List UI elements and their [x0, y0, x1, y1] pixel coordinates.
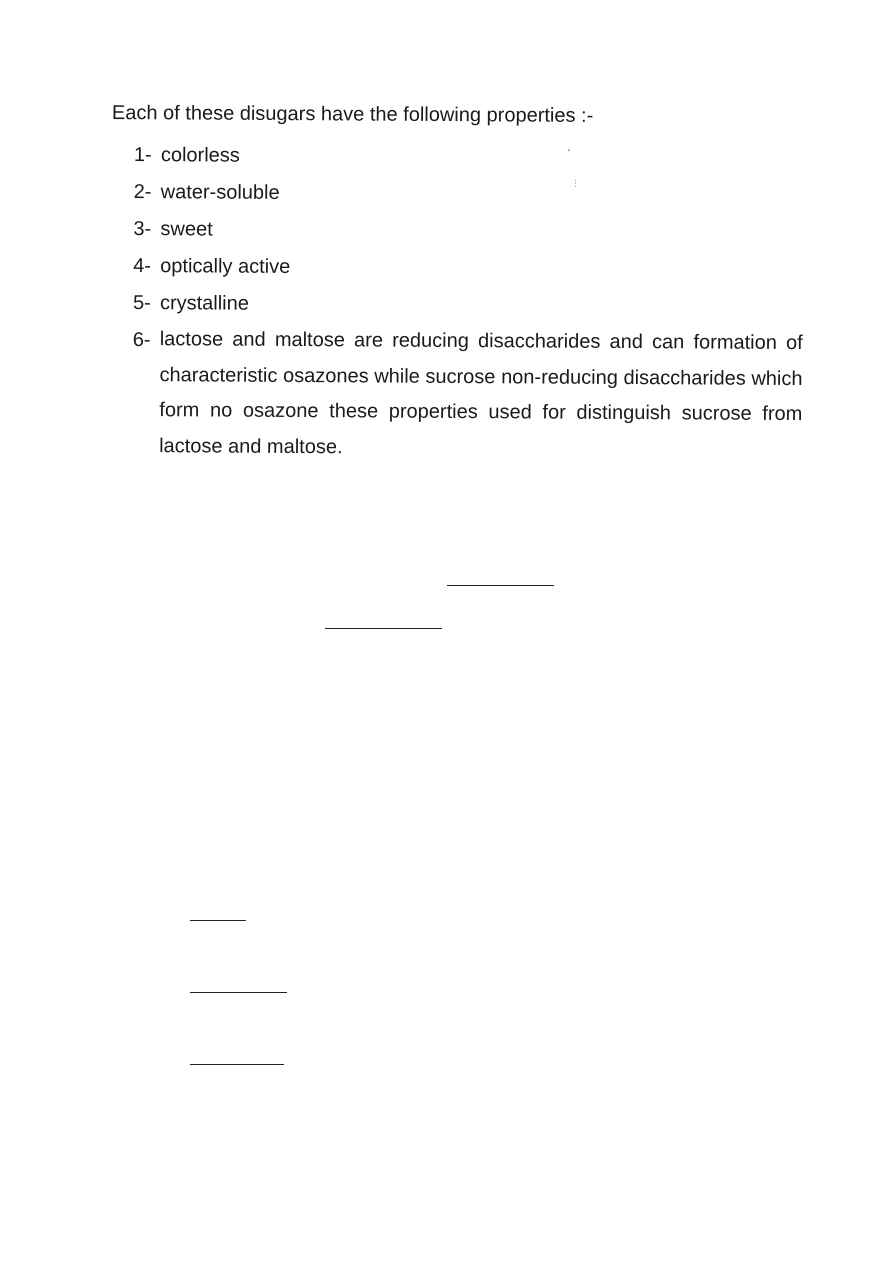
underline-rule — [190, 992, 287, 993]
list-item-text: optically active — [160, 255, 291, 278]
list-item — [133, 211, 803, 252]
list-item — [133, 248, 803, 289]
underline-rule — [325, 628, 442, 629]
list-item — [134, 174, 804, 215]
underline-rule — [190, 1064, 284, 1065]
list-item-text: water-soluble — [160, 181, 280, 204]
list-item-number: 6- — [132, 328, 151, 352]
list-item-text: sweet — [160, 218, 213, 241]
scan-speck: ⋆ — [566, 145, 572, 155]
properties-list — [132, 137, 804, 468]
list-item — [132, 322, 803, 468]
list-item — [133, 285, 803, 326]
scan-speck: ⋮ — [571, 178, 580, 188]
underline-rule — [447, 585, 554, 586]
list-item-number: 5- — [132, 291, 151, 315]
list-item-number: 2- — [133, 180, 152, 204]
list-item-number: 1- — [133, 143, 152, 167]
list-item-text: lactose and maltose are reducing disaccharides and can formation of characteristic osazones while sucrose non-reducing disaccharides which form no osazone these properties used for distinguish sucrose from lactose and maltose. — [159, 328, 803, 458]
properties-heading: Each of these disugars have the following properties :- — [111, 101, 594, 127]
list-item — [134, 137, 804, 178]
list-item-number: 3- — [133, 217, 152, 241]
underline-rule — [190, 920, 246, 921]
list-item-number: 4- — [133, 254, 152, 278]
list-item-text: crystalline — [159, 292, 249, 315]
list-item-text: colorless — [160, 144, 240, 167]
